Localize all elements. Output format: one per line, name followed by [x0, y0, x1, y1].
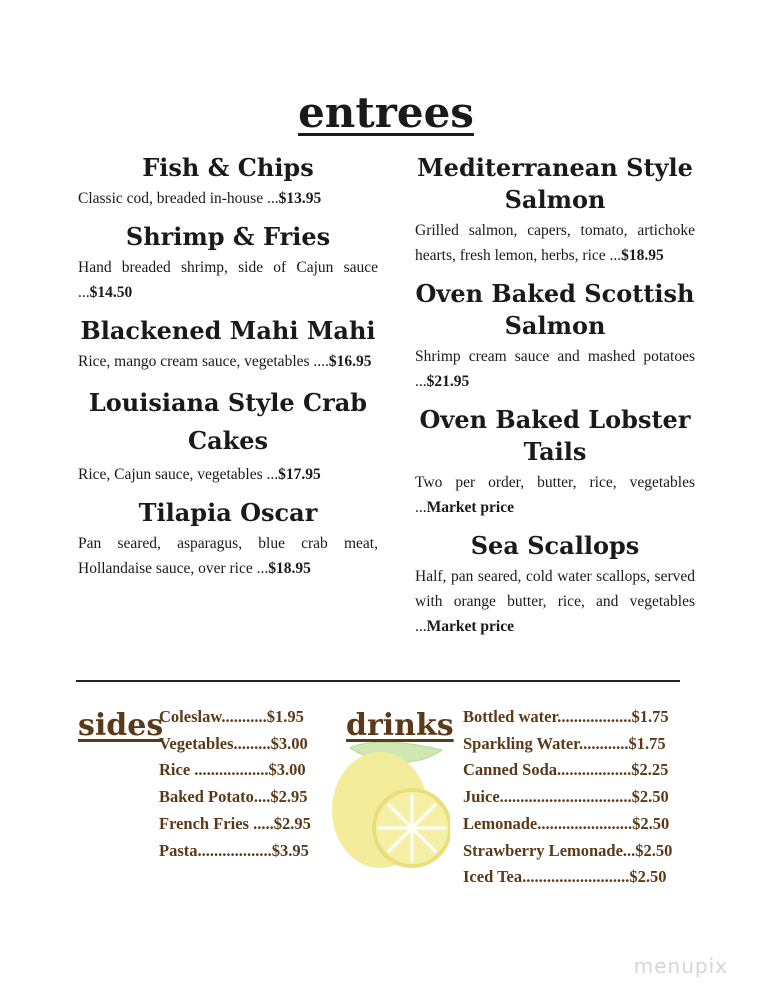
item-name: Shrimp & Fries: [125, 222, 331, 251]
sides-list: [159, 704, 311, 864]
item-price: Market price: [426, 499, 514, 516]
item-price: $13.95: [278, 190, 322, 207]
list-item: Lemonade.......................$2.50: [463, 813, 670, 833]
list-item: Pasta..................$3.95: [159, 840, 309, 860]
list-item: French Fries .....$2.95: [159, 813, 311, 833]
item-price: $21.95: [426, 373, 470, 390]
menu-item: [78, 152, 378, 211]
menu-item: [415, 404, 695, 520]
list-item: Iced Tea..........................$2.50: [463, 867, 667, 887]
menu-item: [78, 221, 378, 305]
drinks-list: [463, 704, 672, 891]
menu-item: [415, 530, 695, 639]
item-price: $14.50: [89, 284, 133, 301]
entrees-right-column: [415, 152, 695, 649]
list-item: Coleslaw...........$1.95: [159, 707, 304, 726]
list-item: Sparkling Water............$1.75: [463, 733, 666, 753]
sides-heading: sides: [78, 708, 164, 743]
list-item: Vegetables.........$3.00: [159, 733, 308, 753]
list-item: Strawberry Lemonade...$2.50: [463, 840, 673, 860]
list-item: Juice................................$2.50: [463, 787, 669, 807]
item-description: Grilled salmon, capers, tomato, artichoke hearts, fresh lemon, herbs, rice ...$18.95: [415, 222, 695, 264]
item-price: $18.95: [621, 247, 664, 264]
item-description: Hand breaded shrimp, side of Cajun sauce ...$14.50: [78, 259, 378, 301]
list-item: Baked Potato....$2.95: [159, 787, 308, 807]
item-name: Oven Baked Lobster Tails: [419, 405, 691, 466]
item-description: Rice, Cajun sauce, vegetables ...$17.95: [78, 466, 321, 483]
item-price: $16.95: [328, 353, 372, 370]
item-price: $17.95: [278, 466, 321, 483]
section-divider: [76, 680, 680, 682]
item-description: Rice, mango cream sauce, vegetables ....$16.95: [78, 353, 372, 370]
menu-item: [415, 152, 695, 268]
item-name: Sea Scallops: [470, 531, 640, 560]
page-title: entrees: [298, 88, 474, 137]
item-name: Oven Baked Scottish Salmon: [415, 279, 695, 340]
item-name: Tilapia Oscar: [138, 498, 318, 527]
list-item: Rice ..................$3.00: [159, 760, 306, 780]
menu-item: [78, 384, 378, 487]
menu-item: [415, 278, 695, 394]
list-item: Bottled water..................$1.75: [463, 707, 669, 726]
item-name: Louisiana Style Crab Cakes: [88, 388, 368, 455]
item-description: Half, pan seared, cold water scallops, served with orange butter, rice, and vegetables ...Market price: [415, 568, 695, 635]
menu-item: [78, 497, 378, 581]
item-price: $18.95: [268, 560, 311, 577]
item-name: Blackened Mahi Mahi: [80, 316, 376, 345]
item-name: Mediterranean Style Salmon: [417, 153, 693, 214]
watermark: menupix: [633, 954, 728, 978]
item-description: Pan seared, asparagus, blue crab meat, Hollandaise sauce, over rice ...$18.95: [78, 535, 378, 577]
item-description: Shrimp cream sauce and mashed potatoes ...$21.95: [415, 348, 695, 390]
menu-item: [78, 315, 378, 374]
item-description: Classic cod, breaded in-house ...$13.95: [78, 190, 322, 207]
drinks-heading: drinks: [346, 708, 454, 743]
lemon-icon: [330, 740, 450, 870]
item-description: Two per order, butter, rice, vegetables ...Market price: [415, 474, 695, 516]
entrees-left-column: [78, 152, 378, 591]
item-price: Market price: [426, 618, 514, 635]
item-name: Fish & Chips: [142, 153, 314, 182]
list-item: Canned Soda..................$2.25: [463, 760, 669, 780]
